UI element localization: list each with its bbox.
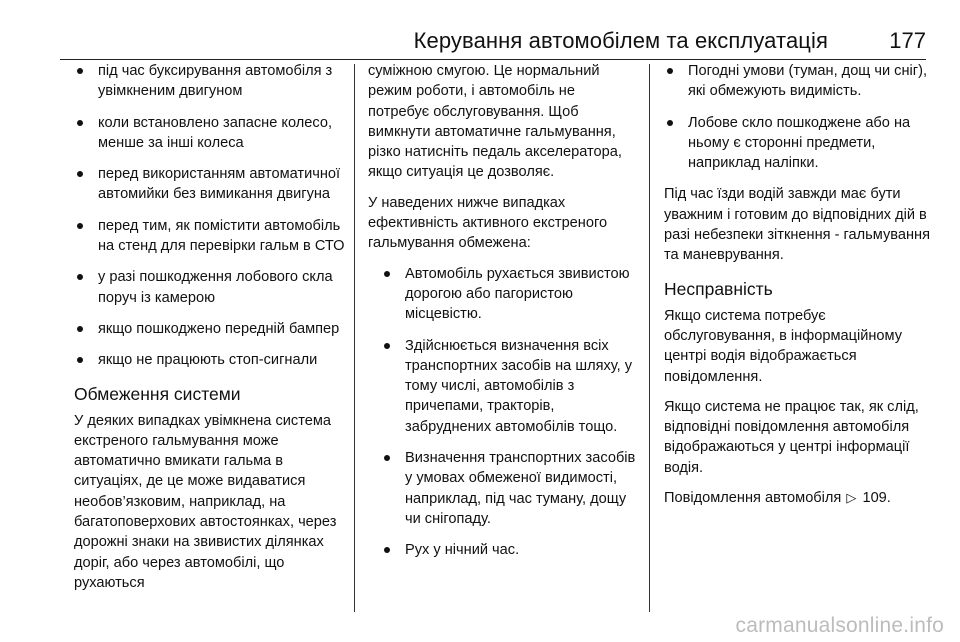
- section-heading: Обмеження системи: [74, 383, 241, 404]
- column-divider: [354, 64, 355, 612]
- column-left: [74, 61, 346, 603]
- page-reference-icon: ▷: [846, 490, 857, 506]
- section-heading: Несправність: [664, 278, 773, 299]
- list-item: Лобове скло пошкоджене або на ньому є сторонні предмети, наприклад наліпки.: [664, 113, 932, 174]
- reference-page: 109.: [862, 490, 891, 507]
- list-item: Автомобіль рухається звивистою дорогою або пагористою місцевістю.: [381, 264, 640, 325]
- column-right: [664, 61, 932, 518]
- list-item: перед використанням автоматичної автомийки без вимикання двигуна: [74, 164, 346, 205]
- bullet-list: [381, 264, 640, 561]
- paragraph: Якщо система потребує обслуговування, в інформаційному центрі водія відображається повідомлення.: [664, 307, 903, 385]
- page-header: [60, 22, 926, 62]
- paragraph: У наведених нижче випадках ефективність активного екстреного гальмування обмежена:: [368, 194, 608, 252]
- list-item: у разі пошкодження лобового скла поруч із камерою: [74, 267, 346, 308]
- bullet-list: [664, 61, 932, 173]
- paragraph: суміжною смугою. Це нормальний режим роботи, і автомобіль не потребує обслуговування. Щоб вимкнути автоматичне гальмування, різко натисніть педаль акселератора, якщо ситуація це дозволяє.: [368, 63, 622, 181]
- list-item: коли встановлено запасне колесо, менше за інші колеса: [74, 113, 346, 154]
- paragraph: Під час їзди водій завжди має бути уважним і готовим до відповідних дій в разі небезпеки зіткнення - гальмування та маневрування.: [664, 186, 930, 264]
- paragraph: Якщо система не працює так, як слід, відповідні повідомлення автомобіля відображаються у центрі інформації водія.: [664, 398, 919, 476]
- bullet-list: [74, 61, 346, 371]
- list-item: Визначення транспортних засобів у умовах обмеженої видимості, наприклад, під час туману, дощу чи снігопаду.: [381, 448, 640, 529]
- page-number: 177: [889, 28, 926, 53]
- list-item: перед тим, як помістити автомобіль на стенд для перевірки гальм в СТО: [74, 216, 346, 257]
- column-middle: [368, 61, 640, 572]
- list-item: Рух у нічний час.: [381, 540, 640, 560]
- list-item: якщо пошкоджено передній бампер: [74, 319, 346, 339]
- page-title: Керування автомобілем та експлуатація: [413, 28, 828, 53]
- paragraph: У деяких випадках увімкнена система екстреного гальмування може автоматично вмикати гальма в ситуаціях, де це може видаватися необов’язковим, наприклад, на багатоповерхових автостоянках, через дорожні знаки на звивистих ділянках доріг, або через автомобілі, що рухаються: [74, 412, 337, 591]
- watermark: carmanualsonline.info: [735, 614, 944, 637]
- list-item: Здійснюється визначення всіх транспортних засобів на шляху, у тому числі, автомобілів з причепами, тракторів, забруднених автомобілів тощо.: [381, 336, 640, 437]
- list-item: під час буксирування автомобіля з увімкненим двигуном: [74, 61, 346, 102]
- list-item: Погодні умови (туман, дощ чи сніг), які обмежують видимість.: [664, 61, 932, 102]
- header-rule: [60, 59, 926, 60]
- page-reference[interactable]: [664, 488, 932, 508]
- reference-text: Повідомлення автомобіля: [664, 490, 842, 507]
- column-divider: [649, 64, 650, 612]
- list-item: якщо не працюють стоп-сигнали: [74, 350, 346, 370]
